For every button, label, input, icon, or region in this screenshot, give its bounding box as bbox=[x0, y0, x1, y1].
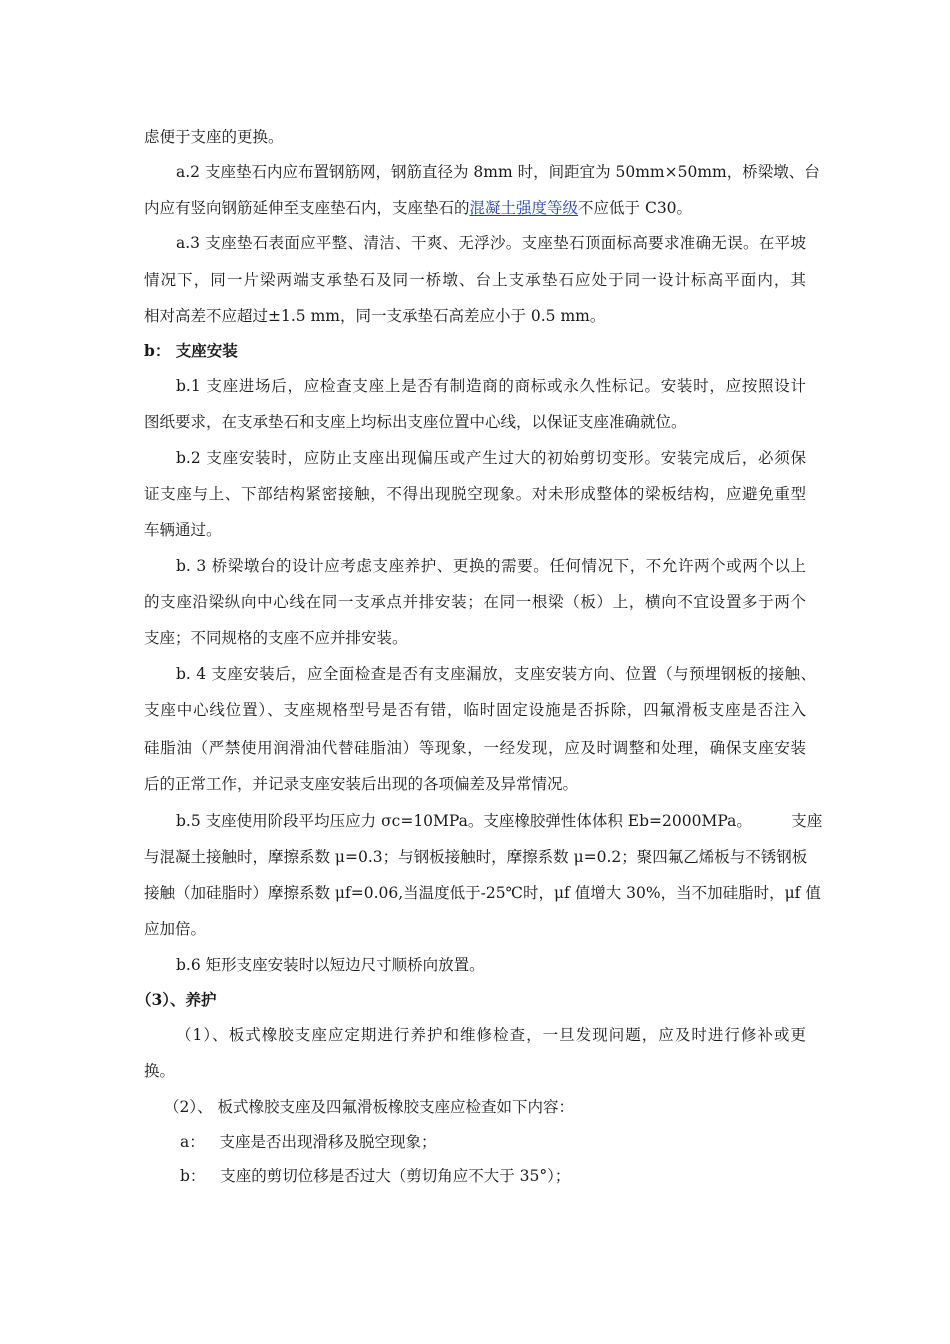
text-line: a.2 支座垫石内应布置钢筋网，钢筋直径为 8mm 时，间距宜为 50mm×50mm，桥梁墩、台 bbox=[176, 163, 820, 181]
section-heading: b： 支座安装 bbox=[144, 341, 238, 360]
text-line: a.3 支座垫石表面应平整、清洁、干爽、无浮沙。支座垫石顶面标高要求准确无误。在平坡 bbox=[176, 234, 806, 252]
text-line: 证支座与上、下部结构紧密接触，不得出现脱空现象。对未形成整体的梁板结构，应避免重型 bbox=[144, 485, 806, 503]
text-line: 换。 bbox=[144, 1062, 176, 1080]
text-line: 虑便于支座的更换。 bbox=[144, 128, 284, 146]
text-line: 的支座沿梁纵向中心线在同一支承点并排安装；在同一根梁（板）上，横向不宜设置多于两个 bbox=[144, 593, 806, 611]
text-line bbox=[144, 198, 692, 218]
text-line: 后的正常工作，并记录支座安装后出现的各项偏差及异常情况。 bbox=[144, 775, 579, 793]
section-heading: （3）、养护 bbox=[136, 990, 217, 1009]
text-line: 相对高差不应超过±1.5 mm，同一支承垫石高差应小于 0.5 mm。 bbox=[144, 307, 606, 325]
text-line: b.5 支座使用阶段平均压应力 σc=10MPa。支座橡胶弹性体体积 Eb=2000MPa。 支座 bbox=[176, 812, 823, 830]
list-item: b： 支座的剪切位移是否过大（剪切角应不大于 35°）； bbox=[180, 1167, 571, 1185]
text-line: （1）、板式橡胶支座应定期进行养护和维修检查，一旦发现问题，应及时进行修补或更 bbox=[176, 1026, 806, 1044]
text-line: 图纸要求，在支承垫石和支座上均标出支座位置中心线，以保证支座准确就位。 bbox=[144, 413, 687, 431]
text-line: 接触（加硅脂时）摩擦系数 μf=0.06,当温度低于-25℃时，μf 值增大 30%，当不加硅脂时，μf 值 bbox=[144, 884, 821, 902]
text-line: b.6 矩形支座安装时以短边尺寸顺桥向放置。 bbox=[176, 956, 485, 974]
text-line: 情况下，同一片梁两端支承垫石及同一桥墩、台上支承垫石应处于同一设计标高平面内，其 bbox=[144, 271, 806, 289]
text-segment: 不应低于 C30。 bbox=[578, 199, 693, 217]
concrete-strength-grade-link[interactable]: 混凝土强度等级 bbox=[469, 199, 579, 217]
text-line: 应加倍。 bbox=[144, 920, 207, 938]
text-line: 支座；不同规格的支座不应并排安装。 bbox=[144, 629, 408, 647]
text-line: b. 4 支座安装后，应全面检查是否有支座漏放，支座安装方向、位置（与预埋钢板的接触、 bbox=[176, 665, 816, 683]
text-line: 与混凝土接触时，摩擦系数 μ=0.3；与钢板接触时，摩擦系数 μ=0.2；聚四氟乙烯板与不锈钢板 bbox=[144, 848, 808, 866]
text-line: 支座中心线位置）、支座规格型号是否有错，临时固定设施是否拆除，四氟滑板支座是否注入 bbox=[144, 701, 806, 719]
text-line: b.2 支座安装时，应防止支座出现偏压或产生过大的初始剪切变形。安装完成后，必须保 bbox=[176, 449, 806, 467]
text-line: b. 3 桥梁墩台的设计应考虑支座养护、更换的需要。任何情况下，不允许两个或两个以上 bbox=[176, 557, 806, 575]
text-line: 硅脂油（严禁使用润滑油代替硅脂油）等现象，一经发现，应及时调整和处理，确保支座安装 bbox=[144, 739, 806, 757]
text-line: （2）、 板式橡胶支座及四氟滑板橡胶支座应检查如下内容： bbox=[164, 1098, 575, 1116]
text-segment: 内应有竖向钢筋延伸至支座垫石内，支座垫石的 bbox=[144, 199, 470, 217]
list-item: a： 支座是否出现滑移及脱空现象； bbox=[180, 1133, 437, 1151]
text-line: b.1 支座进场后，应检查支座上是否有制造商的商标或永久性标记。安装时，应按照设计 bbox=[176, 377, 806, 395]
text-line: 车辆通过。 bbox=[144, 521, 222, 539]
